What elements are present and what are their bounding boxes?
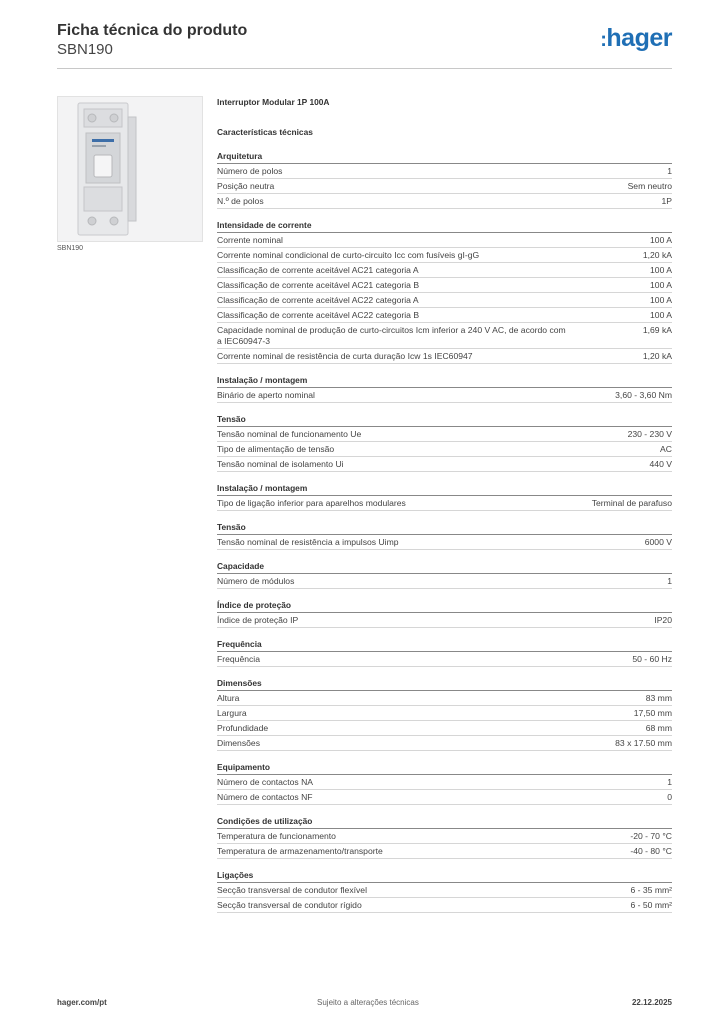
spec-row (217, 293, 672, 308)
spec-row (217, 496, 672, 511)
spec-section (217, 413, 672, 472)
spec-value: 100 A (650, 309, 672, 320)
spec-value: 1P (661, 195, 672, 206)
spec-section (217, 677, 672, 751)
spec-row (217, 775, 672, 790)
spec-section (217, 374, 672, 403)
spec-value: 440 V (649, 458, 672, 469)
spec-value: 17,50 mm (633, 707, 672, 718)
section-title: Equipamento (217, 761, 672, 775)
spec-value: 50 - 60 Hz (632, 653, 672, 664)
spec-row (217, 278, 672, 293)
header-divider (57, 68, 672, 69)
section-title: Intensidade de corrente (217, 219, 672, 233)
spec-value: Sem neutro (627, 180, 672, 191)
spec-row (217, 574, 672, 589)
spec-value: 3,60 - 3,60 Nm (615, 389, 672, 400)
section-title: Frequência (217, 638, 672, 652)
spec-section (217, 560, 672, 589)
spec-label: Secção transversal de condutor rígido (217, 899, 362, 910)
spec-row (217, 691, 672, 706)
spec-value: 1,69 kA (642, 324, 672, 335)
page-title: Ficha técnica do produto (57, 22, 248, 39)
spec-value: 6 - 50 mm² (630, 899, 672, 910)
spec-label: Secção transversal de condutor flexível (217, 884, 367, 895)
spec-value: 0 (667, 791, 672, 802)
spec-value: 68 mm (645, 722, 672, 733)
spec-section (217, 599, 672, 628)
spec-value: 1 (667, 165, 672, 176)
footer-date: 22.12.2025 (631, 998, 672, 1007)
page-header (57, 22, 247, 59)
spec-label: Profundidade (217, 722, 269, 733)
spec-value: 1,20 kA (642, 350, 672, 361)
spec-section (217, 638, 672, 667)
spec-label: N.º de polos (217, 195, 264, 206)
spec-label: Número de contactos NF (217, 791, 313, 802)
image-caption: SBN190 (57, 245, 84, 252)
spec-row (217, 721, 672, 736)
spec-section (217, 815, 672, 859)
spec-value: 6 - 35 mm² (630, 884, 672, 895)
spec-label: Posição neutra (217, 180, 275, 191)
spec-value: IP20 (654, 614, 672, 625)
spec-label: Tipo de alimentação de tensão (217, 443, 335, 454)
spec-label: Número de módulos (217, 575, 295, 586)
spec-label: Número de contactos NA (217, 776, 314, 787)
section-title: Dimensões (217, 677, 672, 691)
section-title: Condições de utilização (217, 815, 672, 829)
spec-section (217, 761, 672, 805)
circuit-breaker-illustration (58, 97, 202, 241)
spec-label: Tipo de ligação inferior para aparelhos modulares (217, 497, 406, 508)
spec-value: 1 (667, 575, 672, 586)
spec-label: Tensão nominal de funcionamento Ue (217, 428, 362, 439)
spec-label: Classificação de corrente aceitável AC22 categoria A (217, 294, 419, 305)
spec-row (217, 194, 672, 209)
spec-row (217, 613, 672, 628)
spec-row (217, 829, 672, 844)
spec-label: Classificação de corrente aceitável AC21 categoria B (217, 279, 420, 290)
spec-label: Corrente nominal de resistência de curta duração Icw 1s IEC60947 (217, 350, 473, 361)
spec-row (217, 535, 672, 550)
spec-section (217, 219, 672, 364)
spec-row (217, 323, 672, 349)
section-title: Arquitetura (217, 150, 672, 164)
spec-label: Tensão nominal de isolamento Ui (217, 458, 344, 469)
spec-value: 1,20 kA (642, 249, 672, 260)
spec-row (217, 349, 672, 364)
spec-label: Corrente nominal (217, 234, 283, 245)
spec-row (217, 442, 672, 457)
spec-content (217, 96, 672, 913)
spec-row (217, 164, 672, 179)
spec-row (217, 790, 672, 805)
spec-label: Número de polos (217, 165, 283, 176)
product-image (57, 96, 203, 242)
spec-label: Binário de aperto nominal (217, 389, 315, 400)
spec-section (217, 482, 672, 511)
spec-label: Dimensões (217, 737, 260, 748)
spec-label: Classificação de corrente aceitável AC22 categoria B (217, 309, 420, 320)
spec-value: 100 A (650, 264, 672, 275)
footer-disclaimer: Sujeito a alterações técnicas (317, 998, 419, 1007)
spec-row (217, 898, 672, 913)
section-title: Tensão (217, 521, 672, 535)
spec-row (217, 263, 672, 278)
footer-website: hager.com/pt (57, 998, 107, 1007)
spec-row (217, 457, 672, 472)
spec-label: Temperatura de armazenamento/transporte (217, 845, 383, 856)
spec-label: Altura (217, 692, 240, 703)
spec-label: Corrente nominal condicional de curto-circuito Icc com fusíveis gI-gG (217, 249, 480, 260)
spec-row (217, 179, 672, 194)
spec-value: 83 x 17.50 mm (615, 737, 672, 748)
spec-section (217, 521, 672, 550)
product-name: Interruptor Modular 1P 100A (217, 97, 330, 107)
spec-row (217, 844, 672, 859)
spec-value: AC (660, 443, 672, 454)
logo-text: hager (606, 24, 672, 52)
spec-value: 83 mm (645, 692, 672, 703)
spec-label: Tensão nominal de resistência a impulsos Uimp (217, 536, 399, 547)
spec-value: 100 A (650, 279, 672, 290)
section-title: Instalação / montagem (217, 374, 672, 388)
spec-row (217, 652, 672, 667)
spec-value: 100 A (650, 234, 672, 245)
section-title: Índice de proteção (217, 599, 672, 613)
spec-label: Frequência (217, 653, 260, 664)
spec-row (217, 736, 672, 751)
spec-label: Índice de proteção IP (217, 614, 299, 625)
spec-value: 100 A (650, 294, 672, 305)
spec-row (217, 308, 672, 323)
spec-row (217, 706, 672, 721)
product-code: SBN190 (57, 41, 113, 58)
spec-label: Temperatura de funcionamento (217, 830, 336, 841)
section-title: Tensão (217, 413, 672, 427)
section-title: Ligações (217, 869, 672, 883)
spec-row (217, 427, 672, 442)
spec-value: 1 (667, 776, 672, 787)
spec-value: Terminal de parafuso (591, 497, 672, 508)
spec-row (217, 883, 672, 898)
spec-value: 6000 V (644, 536, 672, 547)
spec-label: Classificação de corrente aceitável AC21 categoria A (217, 264, 419, 275)
spec-row (217, 388, 672, 403)
spec-value: 230 - 230 V (627, 428, 672, 439)
hager-logo: :hager (600, 24, 672, 52)
section-title: Capacidade (217, 560, 672, 574)
spec-value: -20 - 70 °C (630, 830, 672, 841)
spec-section (217, 869, 672, 913)
spec-value: -40 - 80 °C (630, 845, 672, 856)
section-title: Instalação / montagem (217, 482, 672, 496)
spec-label: Largura (217, 707, 247, 718)
spec-label: Capacidade nominal de produção de curto-circuitos Icm inferior a 240 V AC, de acordo com a IEC60947-3 (217, 324, 566, 346)
spec-sections (217, 150, 672, 913)
tech-title: Características técnicas (217, 127, 313, 137)
spec-section (217, 150, 672, 209)
spec-row (217, 248, 672, 263)
spec-row (217, 233, 672, 248)
